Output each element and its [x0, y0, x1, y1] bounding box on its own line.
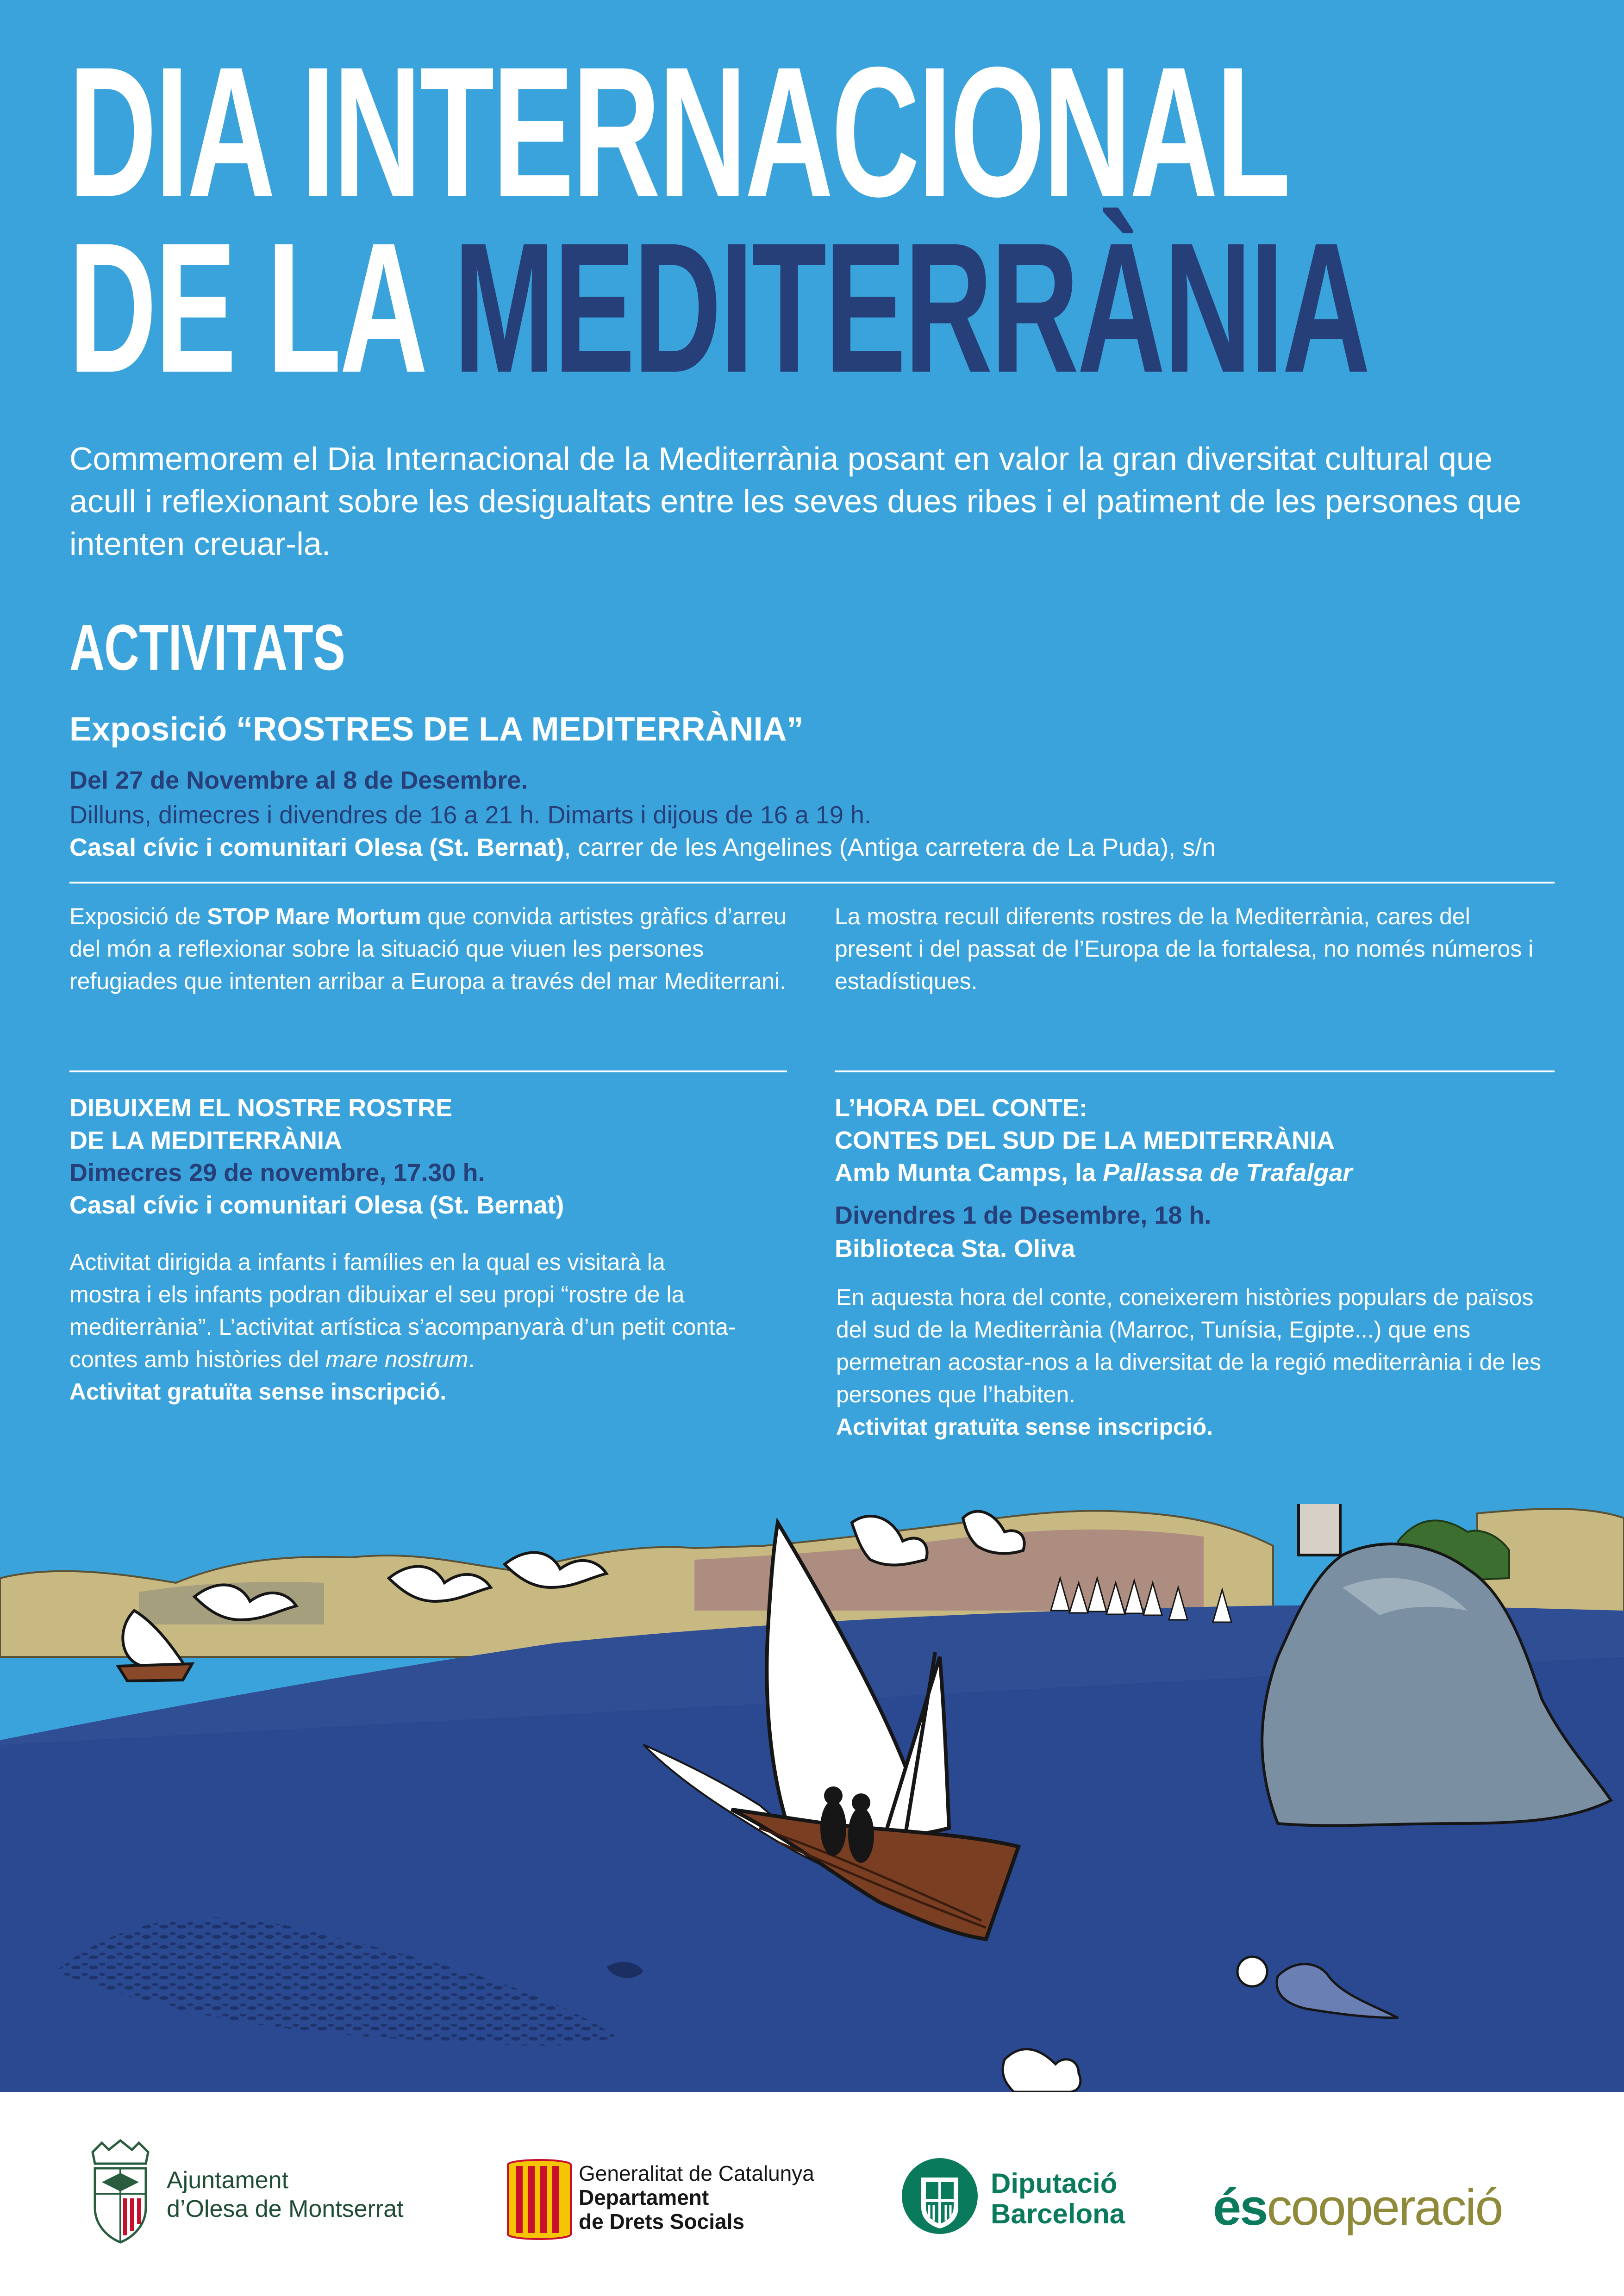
exhibition-venue: Casal cívic i comunitari Olesa (St. Bernat)	[69, 834, 564, 861]
generalitat-logo-text	[579, 2161, 814, 2234]
generalitat-line-3: de Drets Socials	[579, 2209, 744, 2234]
activity-right-venue: Biblioteca Sta. Oliva	[835, 1235, 1075, 1263]
diputacio-line-1: Diputació	[991, 2168, 1118, 2199]
exhibition-dates: Del 27 de Novembre al 8 de Desembre.	[69, 766, 528, 794]
exhibition-description-right: La mostra recull diferents rostres de la Mediterrània, cares del present i del passat de l’Europa de la fortalesa, no només números i estadístiques.	[835, 903, 1534, 994]
title-line-2-emphasis: MEDITERRÀNIA	[453, 204, 1369, 411]
title-line-1: DIA INTERNACIONAL	[69, 28, 1289, 235]
divider	[69, 882, 1555, 884]
escooperacio-logo	[1213, 2180, 1502, 2235]
activity-left-title-1: DIBUIXEM EL NOSTRE ROSTRE	[69, 1094, 453, 1122]
activity-left-date: Dimecres 29 de novembre, 17.30 h.	[69, 1159, 485, 1187]
title-line-2-prefix: DE LA	[69, 204, 454, 411]
exhibition-hours: Dilluns, dimecres i divendres de 16 a 21 h. Dimarts i dijous de 16 a 19 h.	[69, 801, 871, 829]
escooperacio-prefix: és	[1213, 2179, 1267, 2236]
diputacio-emblem-icon	[900, 2157, 979, 2235]
activity-right-with-pre: Amb Munta Camps, la	[835, 1159, 1103, 1187]
generalitat-line-2: Departament	[579, 2185, 709, 2209]
title-line-2	[69, 204, 1369, 411]
footer	[0, 2092, 1624, 2296]
activity-left-venue: Casal cívic i comunitari Olesa (St. Bernat)	[69, 1191, 564, 1219]
olesa-coat-of-arms-icon	[88, 2138, 153, 2245]
exhibition-description-left	[69, 900, 787, 997]
lighthouse	[1299, 1504, 1340, 1555]
diputacio-logo-text	[991, 2168, 1125, 2229]
exhibition-address: , carrer de les Angelines (Antiga carretera de La Puda), s/n	[564, 834, 1216, 861]
activity-left-body-italic: mare nostrum	[325, 1346, 468, 1372]
exhibition-title: Exposició “ROSTRES DE LA MEDITERRÀNIA”	[69, 711, 804, 748]
activity-left-body	[69, 1246, 741, 1408]
exhibition-venue-line	[69, 833, 1216, 862]
activity-right-title-2: CONTES DEL SUD DE LA MEDITERRÀNIA	[835, 1126, 1335, 1154]
divider-right	[835, 1070, 1555, 1072]
activity-right-body-text: En aquesta hora del conte, coneixerem històries populars de països del sud de la Mediterrània (Marroc, Tunísia, Egipte...) que ens permetran acostar-nos a la diversitat de la regió mediterrània i de les persones que l’habiten.	[836, 1284, 1541, 1407]
section-title: ACTIVITATS	[69, 611, 345, 684]
activity-left-body-post: .	[468, 1346, 475, 1372]
divider-left	[69, 1070, 787, 1072]
generalitat-line-1: Generalitat de Catalunya	[579, 2161, 814, 2185]
activity-right-date: Divendres 1 de Desembre, 18 h.	[835, 1201, 1212, 1229]
activity-left-body-pre: Activitat dirigida a infants i famílies en la qual es visitarà la mostra i els infants podran dibuixar el seu propi “rostre de la mediterrània”. L’activitat artística s’acompanyarà d’un petit conta-contes amb històries del	[69, 1249, 736, 1372]
exhibition-desc-left-pre: Exposició de	[69, 903, 207, 929]
diputacio-line-2: Barcelona	[991, 2198, 1125, 2229]
jellyfish-eye	[1237, 1957, 1267, 1986]
activity-right-with	[835, 1156, 1352, 1189]
activity-right-title-1: L’HORA DEL CONTE:	[835, 1094, 1088, 1122]
intro-text: Commemorem el Dia Internacional de la Mediterrània posant en valor la gran diversitat cultural que acull i reflexionant sobre les desigualtats entre les seves dues ribes i el patiment de les persones que intenten creuar-la.	[69, 441, 1522, 562]
activity-left-title-2: DE LA MEDITERRÀNIA	[69, 1126, 342, 1154]
exhibition-desc-left-post: que convida artistes gràfics d’arreu del món a reflexionar sobre la situació que viuen les persones refugiades que intenten arribar a Europa a través del mar Mediterrani.	[69, 903, 787, 994]
activity-right-with-italic: Pallassa de Trafalgar	[1103, 1159, 1353, 1187]
olesa-logo-text	[167, 2166, 404, 2223]
mediterranean-illustration	[0, 1504, 1624, 2092]
activity-left-free: Activitat gratuïta sense inscripció.	[69, 1379, 447, 1405]
exhibition-desc-left-bold: STOP Mare Mortum	[207, 903, 421, 929]
generalitat-emblem-icon	[507, 2159, 572, 2240]
small-sailboat-hull	[118, 1664, 192, 1681]
activity-right-body	[836, 1281, 1558, 1443]
activity-right-free: Activitat gratuïta sense inscripció.	[836, 1414, 1213, 1440]
page-title	[69, 28, 1369, 411]
escooperacio-suffix: cooperació	[1267, 2179, 1502, 2236]
olesa-line-1: Ajuntament	[167, 2167, 289, 2194]
olesa-line-2: d’Olesa de Montserrat	[167, 2196, 404, 2222]
